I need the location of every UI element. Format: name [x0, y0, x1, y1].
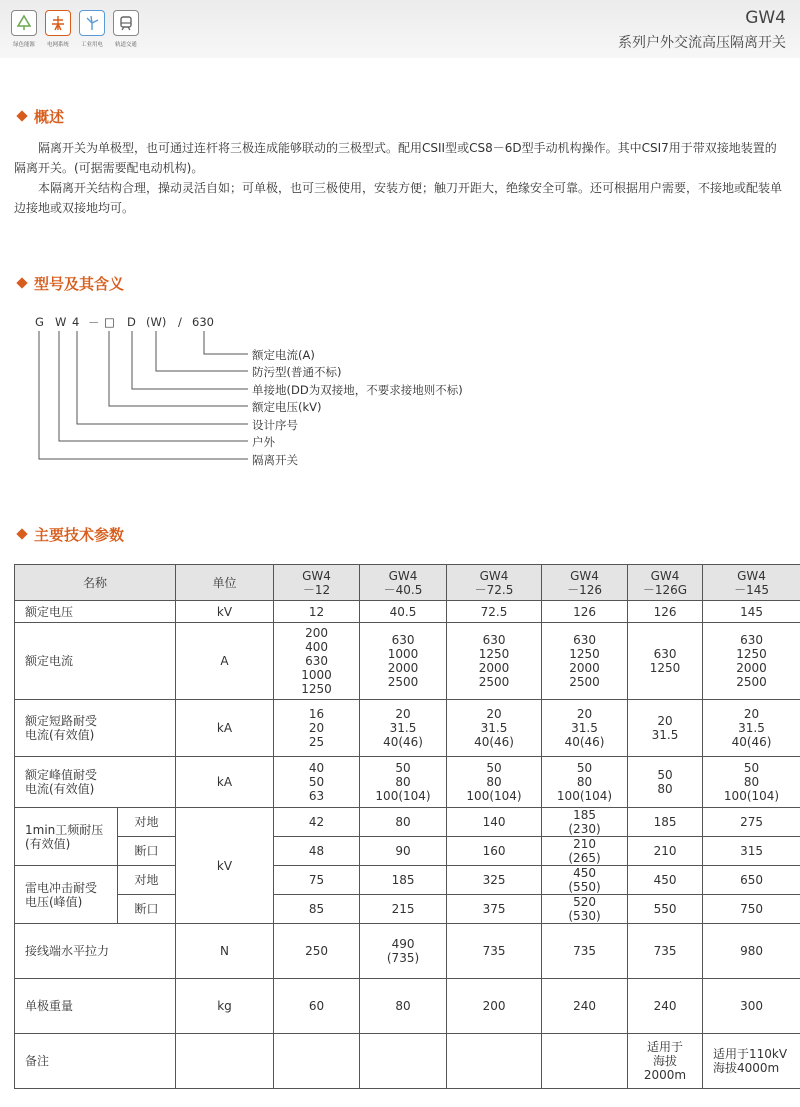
specs-heading: 主要技术参数 [18, 524, 124, 545]
col-model: GW4 －126 [542, 565, 628, 601]
product-code: GW4 [745, 8, 786, 28]
table-row: 断口 48 90 160 210 (265) 210 315 [15, 837, 800, 866]
table-row: 1min工频耐压 (有效值) 对地 kV 42 80 140 185 (230) 185 275 [15, 808, 800, 837]
model-label: 单接地(DD为双接地，不要求接地则不标) [252, 383, 463, 397]
model-label: 户外 [252, 435, 275, 449]
power-grid-icon: 电网系统 [44, 10, 72, 48]
table-row: 额定电流 A 200 400 630 1000 1250 630 1000 2000 2500 630 1250 2000 2500 630 1250 2000 2500 630 1250 630 1250 2000 2500 [15, 623, 800, 700]
col-unit: 单位 [176, 565, 274, 601]
table-header-row [15, 565, 800, 601]
table-row: 雷电冲击耐受 电压(峰值) 对地 75 185 325 450 (550) 450 650 [15, 866, 800, 895]
product-title: 系列户外交流高压隔离开关 [618, 35, 786, 51]
table-row: 接线端水平拉力 N 250 490 (735) 735 735 735 980 [15, 924, 800, 979]
model-char: □ [104, 315, 115, 329]
model-label: 设计序号 [252, 418, 298, 432]
model-label: 额定电流(A) [252, 348, 315, 362]
col-model: GW4 －126G [628, 565, 703, 601]
table-row: 额定峰值耐受 电流(有效值) kA 40 50 63 50 80 100(104) 50 80 100(104) 50 80 100(104) 50 80 50 80 100(104) [15, 757, 800, 808]
table-row: 备注 适用于 海拔 2000m 适用于110kV 海拔4000m [15, 1034, 800, 1089]
table-row: 单极重量 kg 60 80 200 240 240 300 [15, 979, 800, 1034]
rail-transit-icon: 轨道交通 [112, 10, 140, 48]
table-row: 断口 85 215 375 520 (530) 550 750 [15, 895, 800, 924]
model-connector-lines [0, 0, 800, 480]
model-char: / [178, 315, 182, 329]
table-row: 额定电压 kV 12 40.5 72.5 126 126 145 [15, 601, 800, 623]
model-label: 防污型(普通不标) [252, 365, 342, 379]
model-char: － [88, 316, 100, 330]
model-char: 630 [192, 315, 214, 329]
model-label: 隔离开关 [252, 453, 298, 467]
col-model: GW4 －145 [703, 565, 800, 601]
model-char: G [35, 315, 44, 329]
specs-table [14, 564, 800, 1089]
green-energy-icon: 绿色能源 [10, 10, 38, 48]
industrial-power-icon: 工业用电 [78, 10, 106, 48]
model-label: 额定电压(kV) [252, 400, 322, 414]
col-model: GW4 －72.5 [447, 565, 542, 601]
col-model: GW4 －40.5 [360, 565, 447, 601]
model-char: W [55, 315, 67, 329]
col-name: 名称 [15, 565, 176, 601]
overview-paragraph-1: 隔离开关为单极型，也可通过连杆将三极连成能够联动的三极型式。配用CSII型或CS8－6D型手动机构操作。其中CSI7用于带双接地装置的隔离开关。(可据需要配电动机构)。 [14, 141, 777, 175]
model-char: 4 [72, 315, 80, 329]
model-char: (W) [146, 315, 167, 329]
diamond-bullet-icon [16, 528, 27, 539]
overview-heading: 概述 [18, 106, 64, 127]
overview-paragraph-2: 本隔离开关结构合理，操动灵活自如；可单极，也可三极使用，安装方便；触刀开距大，绝缘安全可靠。还可根据用户需要，不接地或配装单边接地或双接地均可。 [14, 181, 783, 215]
table-row: 额定短路耐受 电流(有效值) kA 16 20 25 20 31.5 40(46) 20 31.5 40(46) 20 31.5 40(46) 20 31.5 20 31.5 40(46) [15, 700, 800, 757]
model-heading: 型号及其含义 [18, 273, 124, 294]
col-model: GW4 －12 [274, 565, 360, 601]
model-char: D [127, 315, 136, 329]
